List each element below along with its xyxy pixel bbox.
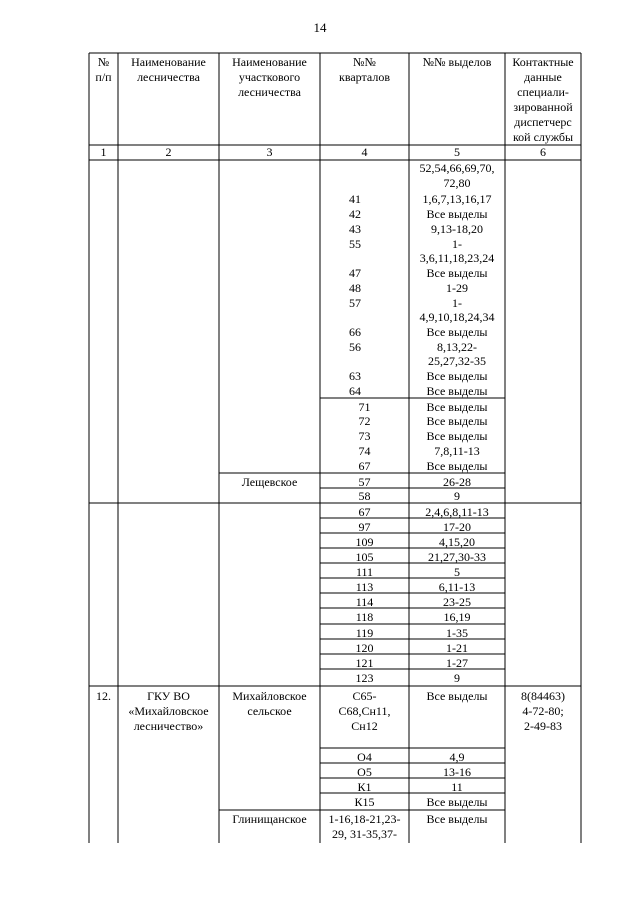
column-number: 6 [540, 145, 546, 159]
header-col3: участкового [238, 70, 301, 84]
allotment-value: 1,6,7,13,16,17 [422, 192, 492, 206]
district-name: Михайловское [232, 689, 307, 703]
allotment-value: Все выделы [426, 689, 488, 703]
allotment-value: 16,19 [443, 610, 471, 624]
header-col6: диспетчерс [514, 115, 572, 129]
quarter-number: 119 [355, 626, 374, 640]
district-name: Лещевское [241, 475, 298, 489]
quarter-number: 57 [349, 296, 361, 310]
quarter-number: 105 [355, 550, 374, 564]
contact-phone: 4-72-80; [522, 704, 564, 718]
allotment-value: Все выделы [426, 429, 488, 443]
allotment-value: Все выделы [426, 795, 488, 809]
header-col6: кой службы [512, 130, 574, 144]
allotment-value: 13-16 [443, 765, 471, 779]
quarter-number: 55 [349, 237, 361, 251]
allotment-value: 17-20 [443, 520, 471, 534]
quarter-number: К1 [357, 780, 372, 794]
quarter-number: 29, 31-35,37- [332, 827, 397, 841]
quarter-number: 1-16,18-21,23- [328, 812, 401, 826]
forestry-name: ГКУ ВО [147, 689, 190, 703]
header-col3: Наименование [232, 55, 307, 69]
quarter-number: С65- [352, 689, 377, 703]
allotment-value: 11 [451, 780, 463, 794]
district-name: Глинищанское [232, 812, 307, 826]
allotment-value: Все выделы [426, 459, 488, 473]
quarter-number: 121 [355, 656, 374, 670]
column-number: 3 [266, 145, 273, 159]
allotment-value: Все выделы [426, 369, 488, 383]
quarter-number: 43 [349, 222, 361, 236]
quarter-number: 118 [355, 610, 374, 624]
allotment-value: 72,80 [443, 176, 471, 190]
allotment-value: Все выделы [426, 812, 488, 826]
quarter-number: 109 [355, 535, 374, 549]
allotment-value: 5 [454, 565, 460, 579]
quarter-number: 113 [355, 580, 374, 594]
quarter-number: 66 [349, 325, 361, 339]
allotment-value: 4,15,20 [439, 535, 475, 549]
quarter-number: 57 [358, 475, 371, 489]
quarter-number: 47 [349, 266, 361, 280]
quarter-number: 63 [349, 369, 361, 383]
quarter-number: 67 [358, 459, 371, 473]
header-col4: №№ [353, 55, 376, 69]
quarter-number: 56 [349, 340, 361, 354]
header-col1: № [97, 55, 110, 69]
allotment-value: 52,54,66,69,70, [419, 161, 495, 175]
quarter-number: 41 [349, 192, 361, 206]
page-number: 14 [313, 20, 327, 35]
allotment-value: 1-29 [446, 281, 468, 295]
allotment-value: 4,9,10,18,24,34 [419, 310, 495, 324]
allotment-value: 9 [454, 489, 460, 503]
quarter-number: 97 [358, 520, 371, 534]
allotment-value: 23-25 [443, 595, 471, 609]
allotment-value: 9,13-18,20 [431, 222, 483, 236]
allotment-value: 25,27,32-35 [428, 354, 486, 368]
allotment-value: 26-28 [443, 475, 471, 489]
quarter-number: 48 [349, 281, 361, 295]
allotment-value: Все выделы [426, 400, 488, 414]
quarter-number: 114 [355, 595, 374, 609]
quarter-number: 120 [355, 641, 374, 655]
header-col6: зированной [513, 100, 573, 114]
header-col5: №№ выделов [422, 55, 492, 69]
allotment-value: 1-21 [446, 641, 468, 655]
forestry-name: «Михайловское [128, 704, 209, 718]
allotment-value: 6,11-13 [438, 580, 476, 594]
allotment-value: 1- [452, 237, 462, 251]
column-number: 4 [361, 145, 368, 159]
quarter-number: Сн12 [351, 719, 378, 733]
header-col2: лесничества [137, 70, 200, 84]
column-number: 5 [454, 145, 460, 159]
allotment-value: 2,4,6,8,11-13 [425, 505, 489, 519]
quarter-number: К15 [354, 795, 375, 809]
row-number: 12. [96, 689, 111, 703]
contact-phone: 2-49-83 [524, 719, 562, 733]
column-number: 2 [165, 145, 172, 159]
allotment-value: Все выделы [426, 207, 488, 221]
quarter-number: 71 [358, 400, 371, 414]
allotment-value: 9 [454, 671, 460, 685]
quarter-number: 58 [358, 489, 371, 503]
allotment-value: 4,9 [449, 750, 465, 764]
quarter-number: О5 [357, 765, 372, 779]
quarter-number: 72 [358, 414, 371, 428]
allotment-value: 8,13,22- [437, 340, 477, 354]
quarter-number: 74 [358, 444, 371, 458]
quarter-number: О4 [357, 750, 372, 764]
header-col6: Контактные [512, 55, 574, 69]
quarter-number: 123 [355, 671, 374, 685]
quarter-number: 64 [349, 384, 361, 398]
allotment-value: Все выделы [426, 384, 488, 398]
header-col2: Наименование [131, 55, 206, 69]
allotment-value: Все выделы [426, 325, 488, 339]
quarter-number: 67 [358, 505, 371, 519]
header-col3: лесничества [238, 85, 301, 99]
column-number: 1 [100, 145, 107, 159]
header-col4: кварталов [339, 70, 390, 84]
quarter-number: С68,Сн11, [338, 704, 391, 718]
allotment-value: 1-35 [446, 626, 468, 640]
header-col6: специали- [517, 85, 569, 99]
quarter-number: 42 [349, 207, 361, 221]
header-col6: данные [524, 70, 562, 84]
allotment-value: 21,27,30-33 [428, 550, 486, 564]
header-col1: п/п [95, 70, 112, 84]
district-name: сельское [247, 704, 292, 718]
allotment-value: 3,6,11,18,23,24 [419, 251, 495, 265]
allotment-value: Все выделы [426, 414, 488, 428]
allotment-value: 7,8,11-13 [434, 444, 480, 458]
quarter-number: 111 [355, 565, 374, 579]
allotment-value: 1-27 [446, 656, 468, 670]
contact-phone: 8(84463) [521, 689, 565, 703]
allotment-value: 1- [452, 296, 462, 310]
allotment-value: Все выделы [426, 266, 488, 280]
quarter-number: 73 [358, 429, 371, 443]
forestry-name: лесничество» [133, 719, 204, 733]
